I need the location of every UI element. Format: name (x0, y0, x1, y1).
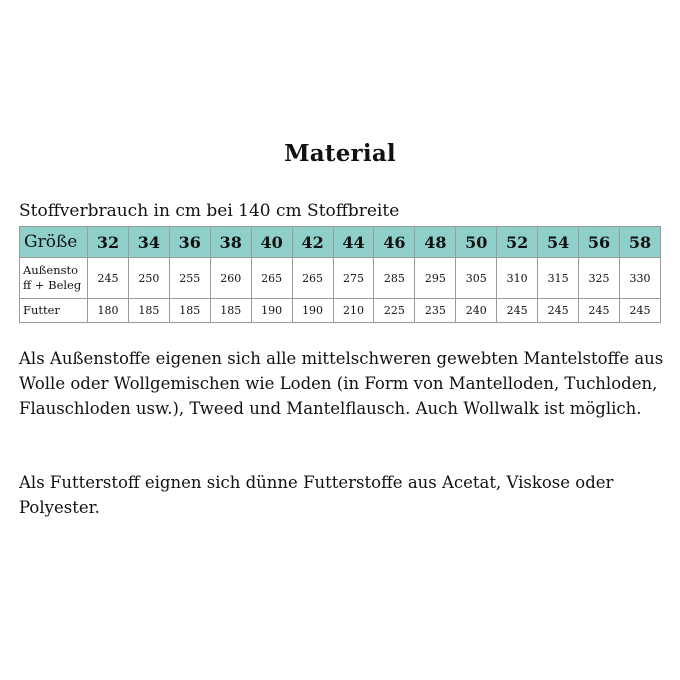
row-label-line: Außensto (23, 263, 79, 277)
table-cell: 185 (210, 299, 251, 323)
table-cell: 285 (374, 258, 415, 299)
size-header-cell: 44 (333, 227, 374, 258)
table-cell: 225 (374, 299, 415, 323)
size-header-cell: 52 (497, 227, 538, 258)
table-cell: 245 (497, 299, 538, 323)
size-header-cell: 58 (619, 227, 660, 258)
table-cell: 245 (579, 299, 620, 323)
table-cell: 310 (497, 258, 538, 299)
table-cell: 250 (128, 258, 169, 299)
table-cell: 275 (333, 258, 374, 299)
size-header-cell: 34 (128, 227, 169, 258)
table-cell: 190 (292, 299, 333, 323)
table-header-row (20, 227, 661, 258)
row-label-outer-fabric (20, 258, 88, 299)
cut-off-text-fragment (19, 548, 239, 554)
size-header-cell: 32 (88, 227, 129, 258)
table-cell: 245 (538, 299, 579, 323)
table-cell: 265 (292, 258, 333, 299)
table-cell: 185 (169, 299, 210, 323)
table-cell: 325 (579, 258, 620, 299)
size-header-cell: 48 (415, 227, 456, 258)
table-cell: 330 (619, 258, 660, 299)
table-cell: 210 (333, 299, 374, 323)
table-cell: 190 (251, 299, 292, 323)
fabric-consumption-table (19, 226, 661, 323)
header-size-label: Größe (20, 227, 88, 258)
size-header-cell: 38 (210, 227, 251, 258)
table-cell: 185 (128, 299, 169, 323)
table-cell: 245 (619, 299, 660, 323)
size-header-cell: 50 (456, 227, 497, 258)
table-cell: 255 (169, 258, 210, 299)
paragraph-lining-fabrics: Als Futterstoff eignen sich dünne Futterstoffe aus Acetat, Viskose oder Polyester. (19, 473, 614, 517)
row-label-lining: Futter (20, 299, 88, 323)
table-cell: 235 (415, 299, 456, 323)
size-header-cell: 40 (251, 227, 292, 258)
size-header-cell: 56 (579, 227, 620, 258)
size-header-cell: 42 (292, 227, 333, 258)
paragraph-outer-fabrics: Als Außenstoffe eigenen sich alle mittelschweren gewebten Mantelstoffe aus Wolle oder Wollgemischen wie Loden (in Form von Mantelloden, Tuchloden, Flauschloden usw.), Tweed und Mantelflausch. Auch Wollwalk ist möglich. (19, 349, 664, 418)
row-label-line: ff + Beleg (23, 278, 82, 292)
table-cell: 295 (415, 258, 456, 299)
table-cell: 265 (251, 258, 292, 299)
size-header-cell: 54 (538, 227, 579, 258)
size-header-cell: 36 (169, 227, 210, 258)
table-cell: 240 (456, 299, 497, 323)
table-caption: Stoffverbrauch in cm bei 140 cm Stoffbreite (19, 201, 400, 221)
table-row (20, 258, 661, 299)
table-cell: 315 (538, 258, 579, 299)
page-title: Material (284, 140, 396, 167)
table-row (20, 299, 661, 323)
table-cell: 180 (88, 299, 129, 323)
table-cell: 245 (88, 258, 129, 299)
size-header-cell: 46 (374, 227, 415, 258)
table-cell: 260 (210, 258, 251, 299)
table-cell: 305 (456, 258, 497, 299)
